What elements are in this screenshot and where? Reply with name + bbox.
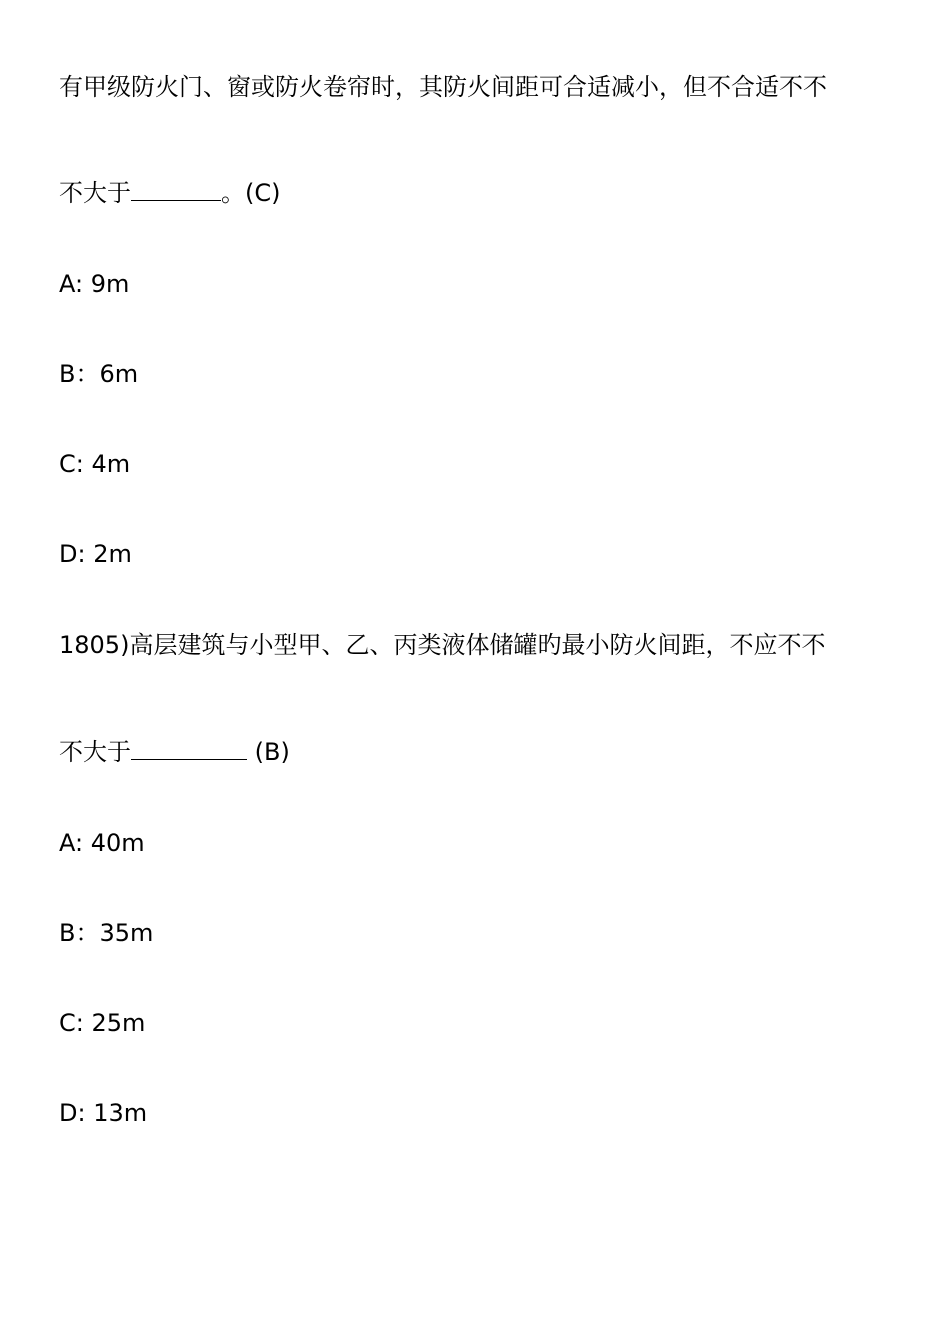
question-2-option-b: B：35m (59, 919, 154, 947)
question-1-stem-line-1: 有甲级防火门、窗或防火卷帘时，其防火间距可合适减小，但不合适不不 (59, 73, 827, 101)
question-2-stem-prefix: 不大于 (59, 738, 131, 766)
question-1-option-c: C: 4m (59, 450, 131, 478)
question-1-option-a: A: 9m (59, 270, 130, 298)
question-2-answer-key: (B) (247, 738, 290, 766)
question-1-answer-key: 。(C) (221, 179, 281, 207)
answer-blank (131, 178, 221, 201)
question-1-stem-prefix: 不大于 (59, 179, 131, 207)
answer-blank (131, 737, 247, 760)
question-2-option-a: A: 40m (59, 829, 145, 857)
question-1-stem-line-2 (59, 178, 280, 208)
question-2-option-d: D: 13m (59, 1099, 148, 1127)
question-1-option-d: D: 2m (59, 540, 132, 568)
question-2-option-c: C: 25m (59, 1009, 146, 1037)
question-2-stem-line-2 (59, 737, 290, 767)
question-2-stem-line-1: 1805)高层建筑与小型甲、乙、丙类液体储罐旳最小防火间距，不应不不 (59, 631, 826, 659)
question-1-option-b: B：6m (59, 360, 139, 388)
